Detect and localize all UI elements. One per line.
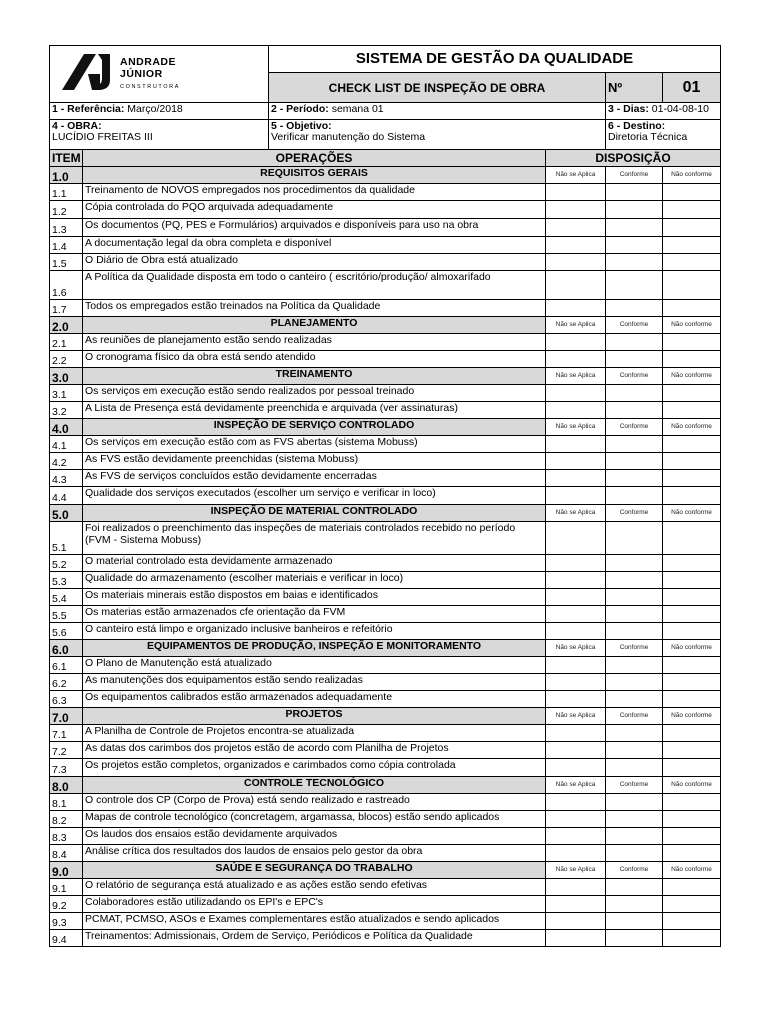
checkbox-nao-conforme[interactable] — [663, 759, 721, 777]
section-row — [50, 862, 721, 879]
checkbox-nao-aplica[interactable] — [546, 657, 606, 674]
checkbox-conforme[interactable] — [606, 742, 663, 759]
checkbox-nao-aplica[interactable] — [546, 811, 606, 828]
item-description: Qualidade do armazenamento (escolher materiais e verificar in loco) — [83, 572, 546, 589]
checkbox-nao-aplica[interactable] — [546, 237, 606, 254]
document-subtitle: CHECK LIST DE INSPEÇÃO DE OBRA — [269, 73, 606, 103]
option-header-conforme: Conforme — [606, 419, 663, 436]
checklist-row — [50, 674, 721, 691]
logo-line-2: JÚNIOR — [120, 68, 163, 80]
item-number: 7.1 — [50, 725, 83, 742]
section-number: 2.0 — [50, 317, 83, 334]
option-header-conforme: Conforme — [606, 368, 663, 385]
checkbox-nao-conforme[interactable] — [663, 385, 721, 402]
checklist-row — [50, 742, 721, 759]
section-number: 4.0 — [50, 419, 83, 436]
checklist-row — [50, 794, 721, 811]
checkbox-nao-conforme[interactable] — [663, 657, 721, 674]
checkbox-conforme[interactable] — [606, 351, 663, 368]
checkbox-nao-aplica[interactable] — [546, 201, 606, 219]
item-description: Os serviços em execução estão sendo realizados por pessoal treinado — [83, 385, 546, 402]
item-description: As FVS de serviços concluídos estão devidamente encerradas — [83, 470, 546, 487]
checkbox-conforme[interactable] — [606, 453, 663, 470]
info-referencia: 1 - Referência: Março/2018 — [50, 103, 269, 120]
checkbox-nao-aplica[interactable] — [546, 674, 606, 691]
checkbox-conforme[interactable] — [606, 487, 663, 505]
checkbox-conforme[interactable] — [606, 271, 663, 300]
checklist-row — [50, 828, 721, 845]
item-number: 4.3 — [50, 470, 83, 487]
checklist-row — [50, 522, 721, 555]
item-description: Treinamento de NOVOS empregados nos procedimentos da qualidade — [83, 184, 546, 201]
section-title: CONTROLE TECNOLÓGICO — [83, 777, 546, 794]
checkbox-nao-conforme[interactable] — [663, 845, 721, 862]
item-number: 5.5 — [50, 606, 83, 623]
option-header-nao-conforme: Não conforme — [663, 419, 721, 436]
section-row — [50, 708, 721, 725]
company-logo — [50, 46, 269, 103]
option-header-nao-conforme: Não conforme — [663, 368, 721, 385]
item-number: 5.6 — [50, 623, 83, 640]
item-number: 1.2 — [50, 201, 83, 219]
checkbox-nao-conforme[interactable] — [663, 589, 721, 606]
checkbox-nao-aplica[interactable] — [546, 453, 606, 470]
checkbox-nao-aplica[interactable] — [546, 184, 606, 201]
option-header-conforme: Conforme — [606, 640, 663, 657]
checkbox-conforme[interactable] — [606, 811, 663, 828]
section-number: 5.0 — [50, 505, 83, 522]
section-title: INSPEÇÃO DE MATERIAL CONTROLADO — [83, 505, 546, 522]
checklist-row — [50, 254, 721, 271]
checkbox-nao-conforme[interactable] — [663, 219, 721, 237]
item-description: As FVS estão devidamente preenchidas (sistema Mobuss) — [83, 453, 546, 470]
item-description: Qualidade dos serviços executados (escolher um serviço e verificar in loco) — [83, 487, 546, 505]
item-number: 1.4 — [50, 237, 83, 254]
option-header-conforme: Conforme — [606, 317, 663, 334]
section-number: 8.0 — [50, 777, 83, 794]
checkbox-nao-aplica[interactable] — [546, 845, 606, 862]
item-description: Os equipamentos calibrados estão armazenados adequadamente — [83, 691, 546, 708]
item-number: 8.2 — [50, 811, 83, 828]
item-description: O cronograma físico da obra está sendo atendido — [83, 351, 546, 368]
checkbox-nao-aplica[interactable] — [546, 219, 606, 237]
checkbox-conforme[interactable] — [606, 555, 663, 572]
checkbox-conforme[interactable] — [606, 896, 663, 913]
option-header-nao-aplica: Não se Aplica — [546, 505, 606, 522]
item-number: 8.4 — [50, 845, 83, 862]
checklist-row — [50, 237, 721, 254]
item-description: Os documentos (PQ, PES e Formulários) arquivados e disponíveis para uso na obra — [83, 219, 546, 237]
checklist-row — [50, 930, 721, 947]
column-disposicao: DISPOSIÇÃO — [546, 150, 721, 167]
checkbox-nao-aplica[interactable] — [546, 436, 606, 453]
item-number: 7.2 — [50, 742, 83, 759]
item-number: 8.3 — [50, 828, 83, 845]
checklist-row — [50, 845, 721, 862]
checkbox-nao-conforme[interactable] — [663, 453, 721, 470]
checkbox-conforme[interactable] — [606, 828, 663, 845]
column-operacoes: OPERAÇÕES — [83, 150, 546, 167]
checkbox-conforme[interactable] — [606, 845, 663, 862]
item-description: Colaboradores estão utilizadando os EPI's e EPC's — [83, 896, 546, 913]
checkbox-nao-aplica[interactable] — [546, 271, 606, 300]
checkbox-nao-conforme[interactable] — [663, 436, 721, 453]
checkbox-conforme[interactable] — [606, 522, 663, 555]
checkbox-nao-conforme[interactable] — [663, 254, 721, 271]
option-header-nao-aplica: Não se Aplica — [546, 167, 606, 184]
checkbox-nao-aplica[interactable] — [546, 691, 606, 708]
item-description: Mapas de controle tecnológico (concretagem, argamassa, blocos) estão sendo aplicados — [83, 811, 546, 828]
option-header-nao-aplica: Não se Aplica — [546, 317, 606, 334]
item-description: O relatório de segurança está atualizado e as ações estão sendo efetivas — [83, 879, 546, 896]
checkbox-nao-aplica[interactable] — [546, 606, 606, 623]
document-title: SISTEMA DE GESTÃO DA QUALIDADE — [269, 46, 721, 73]
checkbox-nao-conforme[interactable] — [663, 674, 721, 691]
item-description: Todos os empregados estão treinados na Política da Qualidade — [83, 300, 546, 317]
checklist-row — [50, 606, 721, 623]
section-row — [50, 777, 721, 794]
checklist-row — [50, 385, 721, 402]
option-header-nao-aplica: Não se Aplica — [546, 862, 606, 879]
section-number: 9.0 — [50, 862, 83, 879]
item-description: O Plano de Manutenção está atualizado — [83, 657, 546, 674]
checkbox-nao-conforme[interactable] — [663, 555, 721, 572]
checklist-table — [49, 45, 721, 947]
checkbox-nao-conforme[interactable] — [663, 271, 721, 300]
checklist-row — [50, 201, 721, 219]
checklist-row — [50, 555, 721, 572]
checkbox-nao-conforme[interactable] — [663, 930, 721, 947]
checkbox-nao-conforme[interactable] — [663, 606, 721, 623]
option-header-nao-aplica: Não se Aplica — [546, 368, 606, 385]
checkbox-nao-aplica[interactable] — [546, 913, 606, 930]
section-number: 1.0 — [50, 167, 83, 184]
checkbox-conforme[interactable] — [606, 674, 663, 691]
section-number: 3.0 — [50, 368, 83, 385]
checkbox-conforme[interactable] — [606, 237, 663, 254]
item-description: Os laudos dos ensaios estão devidamente arquivados — [83, 828, 546, 845]
checkbox-conforme[interactable] — [606, 470, 663, 487]
option-header-nao-conforme: Não conforme — [663, 777, 721, 794]
option-header-nao-conforme: Não conforme — [663, 317, 721, 334]
number-value: 01 — [663, 73, 721, 103]
checkbox-conforme[interactable] — [606, 184, 663, 201]
checkbox-nao-aplica[interactable] — [546, 470, 606, 487]
checkbox-nao-aplica[interactable] — [546, 334, 606, 351]
item-number: 7.3 — [50, 759, 83, 777]
checkbox-nao-conforme[interactable] — [663, 184, 721, 201]
item-number: 9.1 — [50, 879, 83, 896]
item-number: 4.4 — [50, 487, 83, 505]
item-number: 5.1 — [50, 522, 83, 555]
checklist-row — [50, 589, 721, 606]
checkbox-conforme[interactable] — [606, 657, 663, 674]
option-header-conforme: Conforme — [606, 777, 663, 794]
checkbox-nao-conforme[interactable] — [663, 351, 721, 368]
option-header-nao-aplica: Não se Aplica — [546, 708, 606, 725]
checkbox-nao-aplica[interactable] — [546, 725, 606, 742]
info-objetivo: 5 - Objetivo: Verificar manutenção do Sistema — [269, 120, 606, 150]
checkbox-conforme[interactable] — [606, 606, 663, 623]
checklist-row — [50, 811, 721, 828]
checkbox-conforme[interactable] — [606, 254, 663, 271]
checklist-row — [50, 453, 721, 470]
item-number: 9.3 — [50, 913, 83, 930]
checkbox-nao-aplica[interactable] — [546, 896, 606, 913]
item-description: Foi realizados o preenchimento das inspeções de materiais controlados recebido no período (FVM - Sistema Mobuss) — [83, 522, 546, 555]
checkbox-nao-aplica[interactable] — [546, 487, 606, 505]
item-number: 9.2 — [50, 896, 83, 913]
section-row — [50, 505, 721, 522]
checklist-row — [50, 657, 721, 674]
checkbox-conforme[interactable] — [606, 913, 663, 930]
checkbox-nao-conforme[interactable] — [663, 828, 721, 845]
checkbox-nao-aplica[interactable] — [546, 759, 606, 777]
item-description: O Diário de Obra está atualizado — [83, 254, 546, 271]
checkbox-nao-conforme[interactable] — [663, 691, 721, 708]
item-description: O controle dos CP (Corpo de Prova) está sendo realizado e rastreado — [83, 794, 546, 811]
checklist-row — [50, 623, 721, 640]
checkbox-nao-aplica[interactable] — [546, 522, 606, 555]
section-row — [50, 167, 721, 184]
item-number: 5.4 — [50, 589, 83, 606]
checkbox-conforme[interactable] — [606, 759, 663, 777]
checkbox-conforme[interactable] — [606, 879, 663, 896]
item-description: Análise crítica dos resultados dos laudos de ensaios pelo gestor da obra — [83, 845, 546, 862]
checkbox-nao-conforme[interactable] — [663, 725, 721, 742]
checklist-row — [50, 402, 721, 419]
checkbox-nao-aplica[interactable] — [546, 589, 606, 606]
checkbox-nao-aplica[interactable] — [546, 300, 606, 317]
checkbox-nao-conforme[interactable] — [663, 522, 721, 555]
checkbox-nao-aplica[interactable] — [546, 623, 606, 640]
option-header-nao-conforme: Não conforme — [663, 167, 721, 184]
option-header-nao-conforme: Não conforme — [663, 505, 721, 522]
section-title: PROJETOS — [83, 708, 546, 725]
checkbox-conforme[interactable] — [606, 930, 663, 947]
checkbox-conforme[interactable] — [606, 219, 663, 237]
option-header-nao-conforme: Não conforme — [663, 640, 721, 657]
item-description: Cópia controlada do PQO arquivada adequadamente — [83, 201, 546, 219]
item-number: 5.3 — [50, 572, 83, 589]
checkbox-nao-conforme[interactable] — [663, 470, 721, 487]
checkbox-conforme[interactable] — [606, 623, 663, 640]
item-description: PCMAT, PCMSO, ASOs e Exames complementares estão atualizados e sendo aplicados — [83, 913, 546, 930]
section-row — [50, 368, 721, 385]
checklist-row — [50, 913, 721, 930]
section-row — [50, 640, 721, 657]
item-number: 5.2 — [50, 555, 83, 572]
checklist-row — [50, 184, 721, 201]
item-number: 1.5 — [50, 254, 83, 271]
checkbox-nao-conforme[interactable] — [663, 237, 721, 254]
checklist-row — [50, 436, 721, 453]
option-header-nao-aplica: Não se Aplica — [546, 419, 606, 436]
option-header-nao-aplica: Não se Aplica — [546, 640, 606, 657]
item-number: 8.1 — [50, 794, 83, 811]
checklist-row — [50, 219, 721, 237]
checklist-row — [50, 572, 721, 589]
info-obra: 4 - OBRA: LUCÍDIO FREITAS III — [50, 120, 269, 150]
checklist-row — [50, 896, 721, 913]
item-description: Os serviços em execução estão com as FVS abertas (sistema Mobuss) — [83, 436, 546, 453]
item-number: 1.7 — [50, 300, 83, 317]
item-number: 6.1 — [50, 657, 83, 674]
checkbox-conforme[interactable] — [606, 402, 663, 419]
item-number: 4.2 — [50, 453, 83, 470]
option-header-conforme: Conforme — [606, 862, 663, 879]
checkbox-conforme[interactable] — [606, 794, 663, 811]
item-description: Os projetos estão completos, organizados e carimbados como cópia controlada — [83, 759, 546, 777]
section-title: INSPEÇÃO DE SERVIÇO CONTROLADO — [83, 419, 546, 436]
section-title: REQUISITOS GERAIS — [83, 167, 546, 184]
option-header-nao-conforme: Não conforme — [663, 862, 721, 879]
checklist-row — [50, 725, 721, 742]
item-description: A Lista de Presença está devidamente preenchida e arquivada (ver assinaturas) — [83, 402, 546, 419]
item-description: Os materiais minerais estão dispostos em baias e identificados — [83, 589, 546, 606]
item-number: 1.6 — [50, 271, 83, 300]
item-number: 1.1 — [50, 184, 83, 201]
checklist-row — [50, 487, 721, 505]
checklist-row — [50, 351, 721, 368]
checkbox-nao-conforme[interactable] — [663, 623, 721, 640]
section-number: 7.0 — [50, 708, 83, 725]
checkbox-nao-conforme[interactable] — [663, 572, 721, 589]
checkbox-conforme[interactable] — [606, 725, 663, 742]
item-description: O canteiro está limpo e organizado inclusive banheiros e refeitório — [83, 623, 546, 640]
section-title: TREINAMENTO — [83, 368, 546, 385]
item-number: 2.2 — [50, 351, 83, 368]
checkbox-nao-aplica[interactable] — [546, 351, 606, 368]
checkbox-conforme[interactable] — [606, 201, 663, 219]
section-title: EQUIPAMENTOS DE PRODUÇÃO, INSPEÇÃO E MONITORAMENTO — [83, 640, 546, 657]
checklist-row — [50, 879, 721, 896]
item-description: As manutenções dos equipamentos estão sendo realizadas — [83, 674, 546, 691]
number-label: Nº — [606, 73, 663, 103]
checkbox-nao-conforme[interactable] — [663, 879, 721, 896]
checkbox-nao-conforme[interactable] — [663, 334, 721, 351]
checkbox-nao-conforme[interactable] — [663, 300, 721, 317]
checkbox-nao-conforme[interactable] — [663, 794, 721, 811]
item-number: 6.2 — [50, 674, 83, 691]
checklist-sheet — [49, 45, 720, 947]
section-number: 6.0 — [50, 640, 83, 657]
checkbox-nao-conforme[interactable] — [663, 402, 721, 419]
checkbox-nao-aplica[interactable] — [546, 385, 606, 402]
option-header-conforme: Conforme — [606, 708, 663, 725]
checkbox-nao-conforme[interactable] — [663, 487, 721, 505]
checklist-row — [50, 470, 721, 487]
info-periodo: 2 - Período: semana 01 — [269, 103, 606, 120]
checkbox-nao-aplica[interactable] — [546, 879, 606, 896]
checkbox-nao-aplica[interactable] — [546, 742, 606, 759]
checkbox-nao-conforme[interactable] — [663, 896, 721, 913]
section-row — [50, 317, 721, 334]
checklist-row — [50, 271, 721, 300]
checkbox-nao-aplica[interactable] — [546, 794, 606, 811]
checklist-row — [50, 334, 721, 351]
item-description: A Política da Qualidade disposta em todo o canteiro ( escritório/produção/ almoxarifado — [83, 271, 546, 300]
option-header-conforme: Conforme — [606, 505, 663, 522]
item-description: A documentação legal da obra completa e disponível — [83, 237, 546, 254]
item-number: 1.3 — [50, 219, 83, 237]
checkbox-nao-aplica[interactable] — [546, 555, 606, 572]
column-item: ITEM — [50, 150, 83, 167]
option-header-conforme: Conforme — [606, 167, 663, 184]
checkbox-nao-conforme[interactable] — [663, 201, 721, 219]
item-number: 3.1 — [50, 385, 83, 402]
checkbox-nao-aplica[interactable] — [546, 572, 606, 589]
option-header-nao-conforme: Não conforme — [663, 708, 721, 725]
info-destino: 6 - Destino: Diretoria Técnica — [606, 120, 721, 150]
checkbox-nao-aplica[interactable] — [546, 828, 606, 845]
checkbox-nao-aplica[interactable] — [546, 402, 606, 419]
item-number: 4.1 — [50, 436, 83, 453]
item-description: As reuniões de planejamento estão sendo realizadas — [83, 334, 546, 351]
item-description: Treinamentos: Admissionais, Ordem de Serviço, Periódicos e Política da Qualidade — [83, 930, 546, 947]
section-title: SAÚDE E SEGURANÇA DO TRABALHO — [83, 862, 546, 879]
item-description: Os materias estão armazenados cfe orientação da FVM — [83, 606, 546, 623]
item-number: 9.4 — [50, 930, 83, 947]
item-description: O material controlado esta devidamente armazenado — [83, 555, 546, 572]
checkbox-conforme[interactable] — [606, 436, 663, 453]
item-description: As datas dos carimbos dos projetos estão de acordo com Planilha de Projetos — [83, 742, 546, 759]
section-row — [50, 419, 721, 436]
checkbox-nao-conforme[interactable] — [663, 811, 721, 828]
checkbox-conforme[interactable] — [606, 334, 663, 351]
item-description: A Planilha de Controle de Projetos encontra-se atualizada — [83, 725, 546, 742]
item-number: 2.1 — [50, 334, 83, 351]
info-dias: 3 - Dias: 01-04-08-10 — [606, 103, 721, 120]
checkbox-nao-conforme[interactable] — [663, 913, 721, 930]
checkbox-conforme[interactable] — [606, 385, 663, 402]
logo-line-1: ANDRADE — [120, 56, 176, 68]
logo-mark-icon — [62, 52, 124, 92]
section-title: PLANEJAMENTO — [83, 317, 546, 334]
checkbox-conforme[interactable] — [606, 691, 663, 708]
item-number: 3.2 — [50, 402, 83, 419]
logo-line-3: CONSTRUTORA — [120, 84, 180, 90]
option-header-nao-aplica: Não se Aplica — [546, 777, 606, 794]
checkbox-conforme[interactable] — [606, 572, 663, 589]
checkbox-nao-conforme[interactable] — [663, 742, 721, 759]
checkbox-conforme[interactable] — [606, 300, 663, 317]
checkbox-nao-aplica[interactable] — [546, 254, 606, 271]
checklist-row — [50, 300, 721, 317]
checklist-row — [50, 691, 721, 708]
checkbox-conforme[interactable] — [606, 589, 663, 606]
checklist-row — [50, 759, 721, 777]
item-number: 6.3 — [50, 691, 83, 708]
checkbox-nao-aplica[interactable] — [546, 930, 606, 947]
